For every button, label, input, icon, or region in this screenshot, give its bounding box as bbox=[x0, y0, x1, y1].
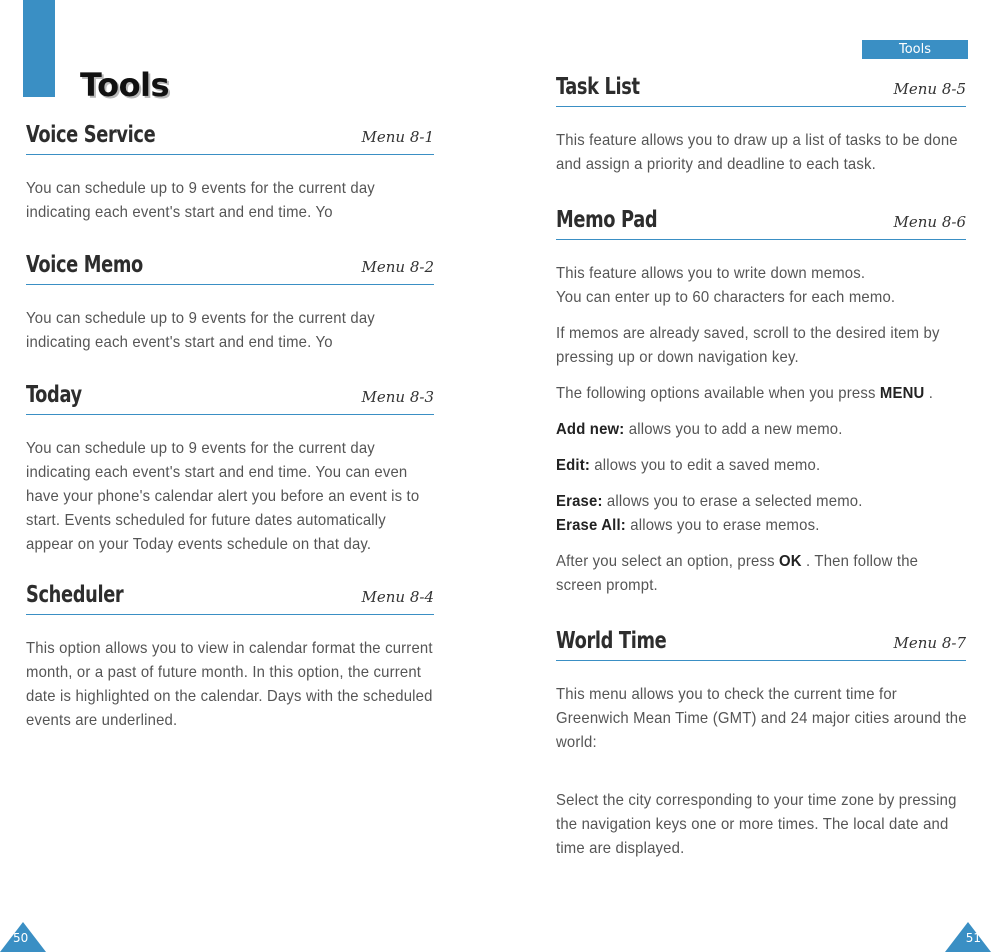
body-paragraph bbox=[556, 382, 968, 406]
section-voice-memo bbox=[26, 250, 434, 367]
left-page bbox=[0, 0, 495, 952]
option-label: Add new: bbox=[556, 421, 625, 438]
section-header bbox=[26, 120, 434, 155]
ok-key-label: OK bbox=[779, 553, 802, 570]
section-today bbox=[26, 380, 434, 569]
body-paragraph: You can schedule up to 9 events for the current day indicating each event's start and end time. Yo bbox=[26, 310, 375, 351]
memo-intro-2: You can enter up to 60 characters for each memo. bbox=[556, 289, 896, 306]
section-scheduler bbox=[26, 580, 434, 745]
chapter-title: Tools bbox=[80, 66, 170, 104]
options-prefix: The following options available when you press bbox=[556, 385, 880, 402]
after-prefix: After you select an option, press bbox=[556, 553, 780, 570]
page-number: 50 bbox=[13, 931, 29, 945]
section-body bbox=[26, 177, 436, 225]
option-text: allows you to add a new memo. bbox=[624, 421, 843, 438]
option-text: allows you to edit a saved memo. bbox=[589, 457, 821, 474]
section-body bbox=[556, 262, 968, 598]
section-header bbox=[26, 380, 434, 415]
section-body bbox=[26, 307, 436, 355]
menu-number: Menu 8-4 bbox=[361, 588, 434, 606]
option-label: Erase All: bbox=[556, 517, 626, 534]
section-header bbox=[556, 626, 966, 661]
page-number: 51 bbox=[965, 931, 981, 945]
after-suffix: . Then follow the screen prompt. bbox=[556, 553, 919, 594]
body-paragraph bbox=[556, 262, 968, 310]
options-suffix: . bbox=[924, 385, 934, 402]
header-tab: Tools bbox=[862, 40, 968, 59]
body-paragraph: This feature allows you to draw up a list of tasks to be done and assign a priority and deadline to each task. bbox=[556, 132, 958, 173]
option-label: Erase: bbox=[556, 493, 603, 510]
menu-number: Menu 8-5 bbox=[893, 80, 966, 98]
section-title: Voice Memo bbox=[26, 252, 143, 278]
option-edit bbox=[556, 454, 968, 478]
body-paragraph: If memos are already saved, scroll to the desired item by pressing up or down navigation key. bbox=[556, 325, 940, 366]
section-header bbox=[556, 205, 966, 240]
body-paragraph: You can schedule up to 9 events for the current day indicating each event's start and end time. Yo bbox=[26, 180, 375, 221]
body-paragraph: This menu allows you to check the current time for Greenwich Mean Time (GMT) and 24 major cities around the world: bbox=[556, 686, 967, 751]
option-text: allows you to erase a selected memo. bbox=[602, 493, 863, 510]
section-header bbox=[556, 72, 966, 107]
section-header bbox=[26, 580, 434, 615]
section-title: Task List bbox=[556, 74, 640, 100]
body-paragraph: This option allows you to view in calendar format the current month, or a past of future month. In this option, the current date is highlighted on the calendar. Days with the scheduled events are underlined. bbox=[26, 640, 433, 729]
option-add-new bbox=[556, 418, 968, 442]
page-number-badge bbox=[0, 914, 46, 952]
section-title: World Time bbox=[556, 628, 667, 654]
body-paragraph: You can schedule up to 9 events for the current day indicating each event's start and end time. You can even have your phone's calendar alert you before an event is to start. Events scheduled for future dates automatically appear on your Today events schedule on that day. bbox=[26, 440, 420, 553]
page-number-badge bbox=[945, 914, 991, 952]
section-voice-service bbox=[26, 120, 434, 237]
section-header bbox=[26, 250, 434, 285]
section-title: Today bbox=[26, 382, 82, 408]
menu-number: Menu 8-6 bbox=[893, 213, 966, 231]
section-task-list bbox=[556, 72, 966, 189]
right-page bbox=[495, 0, 991, 952]
section-title: Voice Service bbox=[26, 122, 156, 148]
menu-number: Menu 8-1 bbox=[361, 128, 434, 146]
option-label: Edit: bbox=[556, 457, 590, 474]
section-body bbox=[556, 129, 968, 177]
body-paragraph: Select the city corresponding to your time zone by pressing the navigation keys one or more times. The local date and time are displayed. bbox=[556, 792, 957, 857]
option-text: allows you to erase memos. bbox=[625, 517, 820, 534]
menu-number: Menu 8-7 bbox=[893, 634, 966, 652]
menu-number: Menu 8-2 bbox=[361, 258, 434, 276]
body-paragraph bbox=[556, 550, 968, 598]
section-body bbox=[26, 637, 436, 733]
section-memo-pad bbox=[556, 205, 966, 610]
section-title: Scheduler bbox=[26, 582, 124, 608]
section-world-time bbox=[556, 626, 966, 873]
chapter-tab-bar bbox=[23, 0, 55, 97]
memo-intro-1: This feature allows you to write down memos. bbox=[556, 265, 866, 282]
section-body bbox=[26, 437, 436, 557]
menu-number: Menu 8-3 bbox=[361, 388, 434, 406]
section-body bbox=[556, 683, 968, 861]
option-erase bbox=[556, 490, 968, 514]
option-erase-all bbox=[556, 514, 968, 538]
section-title: Memo Pad bbox=[556, 207, 658, 233]
menu-key-label: MENU bbox=[879, 385, 925, 402]
